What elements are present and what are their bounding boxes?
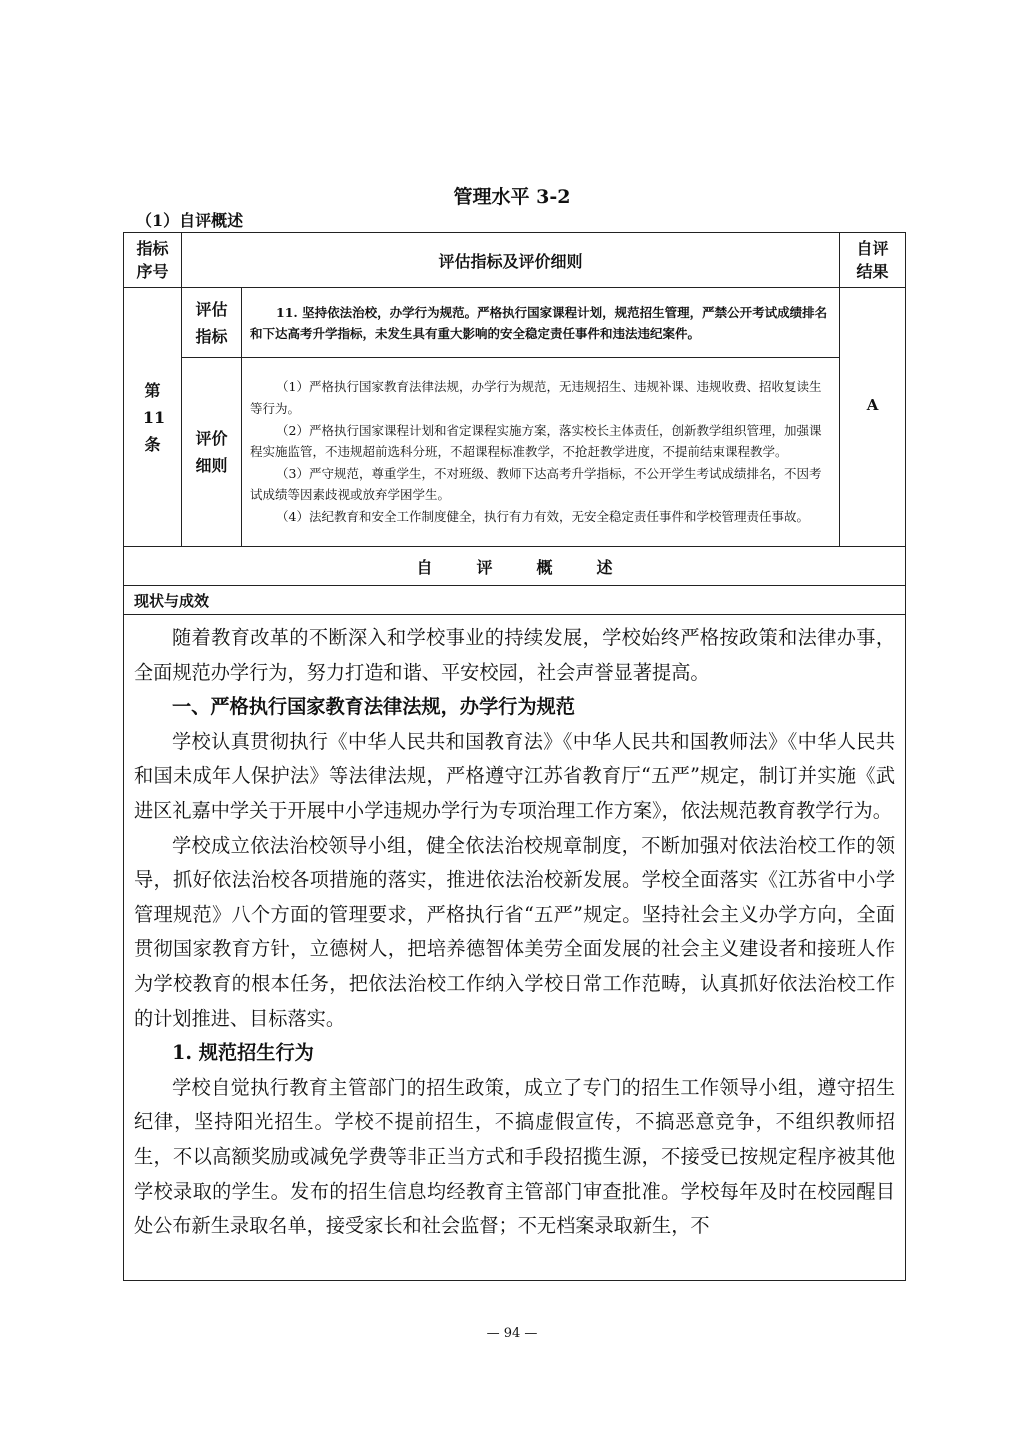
body-heading: 1. 规范招生行为 xyxy=(172,1041,314,1065)
evaluation-table xyxy=(123,232,906,1281)
details-row xyxy=(124,358,906,547)
detail-item: （4）法纪教育和安全工作制度健全，执行有力有效，无安全稳定责任事件和学校管理责任事故。 xyxy=(276,508,809,524)
indicator-row xyxy=(124,288,906,358)
page-title: 管理水平 3-2 xyxy=(453,186,571,208)
table-header-row xyxy=(124,233,906,288)
status-label: 现状与成效 xyxy=(124,586,906,615)
body-paragraph: 学校成立依法治校领导小组，健全依法治校规章制度，不断加强对依法治校工作的领导，抓好依法治校各项措施的落实，推进依法治校新发展。学校全面落实《江苏省中小学管理规范》八个方面的管理要求，严格执行省“五严”规定。坚持社会主义办学方向，全面贯彻国家教育方针，立德树人，把培养德智体美劳全面发展的社会主义建设者和接班人作为学校教育的根本任务，把依法治校工作纳入学校日常工作范畴，认真抓好依法治校工作的计划推进、目标落实。 xyxy=(134,833,896,1030)
body-heading: 一、严格执行国家教育法律法规，办学行为规范 xyxy=(172,695,575,719)
page-number: — 94 — xyxy=(486,1326,538,1341)
article-number: 第11条 xyxy=(124,288,182,547)
detail-item: （1）严格执行国家教育法律法规，办学行为规范，无违规招生、违规补课、违规收费、招收复读生等行为。 xyxy=(250,379,822,417)
header-criteria: 评估指标及评价细则 xyxy=(182,233,840,288)
body-paragraph: 学校自觉执行教育主管部门的招生政策，成立了专门的招生工作领导小组，遵守招生纪律，坚持阳光招生。学校不提前招生，不搞虚假宣传，不搞恶意竞争，不组织教师招生，不以高额奖励或减免学费等非正当方式和手段招揽生源，不接受已按规定程序被其他学校录取的学生。发布的招生信息均经教育主管部门审查批准。学校每年及时在校园醒目处公布新生录取名单，接受家长和社会监督；不无档案录取新生，不 xyxy=(134,1075,896,1238)
body-text xyxy=(124,615,906,1281)
details-label: 评价细则 xyxy=(182,358,242,547)
section-title-row xyxy=(124,547,906,586)
detail-item: （2）严格执行国家课程计划和省定课程实施方案，落实校长主体责任，创新教学组织管理，加强课程实施监管，不违规超前选科分班，不超课程标准教学，不抢赶教学进度，不提前结束课程教学。 xyxy=(250,422,822,460)
body-row xyxy=(124,615,906,1281)
status-label-row xyxy=(124,586,906,615)
indicator-label: 评估指标 xyxy=(182,288,242,358)
self-evaluation-result: A xyxy=(840,288,906,547)
header-index: 指标序号 xyxy=(124,233,182,288)
details-list xyxy=(242,358,840,547)
body-paragraph: 随着教育改革的不断深入和学校事业的持续发展，学校始终严格按政策和法律办事，全面规范办学行为，努力打造和谐、平安校园，社会声誉显著提高。 xyxy=(134,626,896,684)
section-subtitle: （1）自评概述 xyxy=(136,211,244,230)
header-result: 自评结果 xyxy=(840,233,906,288)
section-title: 自评概述 xyxy=(124,547,906,586)
indicator-text: 11. 坚持依法治校，办学行为规范。严格执行国家课程计划，规范招生管理，严禁公开考试成绩排名和下达高考升学指标，未发生具有重大影响的安全稳定责任事件和违法违纪案件。 xyxy=(242,288,840,358)
body-paragraph: 学校认真贯彻执行《中华人民共和国教育法》《中华人民共和国教师法》《中华人民共和国未成年人保护法》等法律法规，严格遵守江苏省教育厅“五严”规定，制订并实施《武进区礼嘉中学关于开展中小学违规办学行为专项治理工作方案》，依法规范教育教学行为。 xyxy=(134,729,896,822)
detail-item: （3）严守规范，尊重学生，不对班级、教师下达高考升学指标，不公开学生考试成绩排名，不因考试成绩等因素歧视或放弃学困学生。 xyxy=(250,465,822,503)
